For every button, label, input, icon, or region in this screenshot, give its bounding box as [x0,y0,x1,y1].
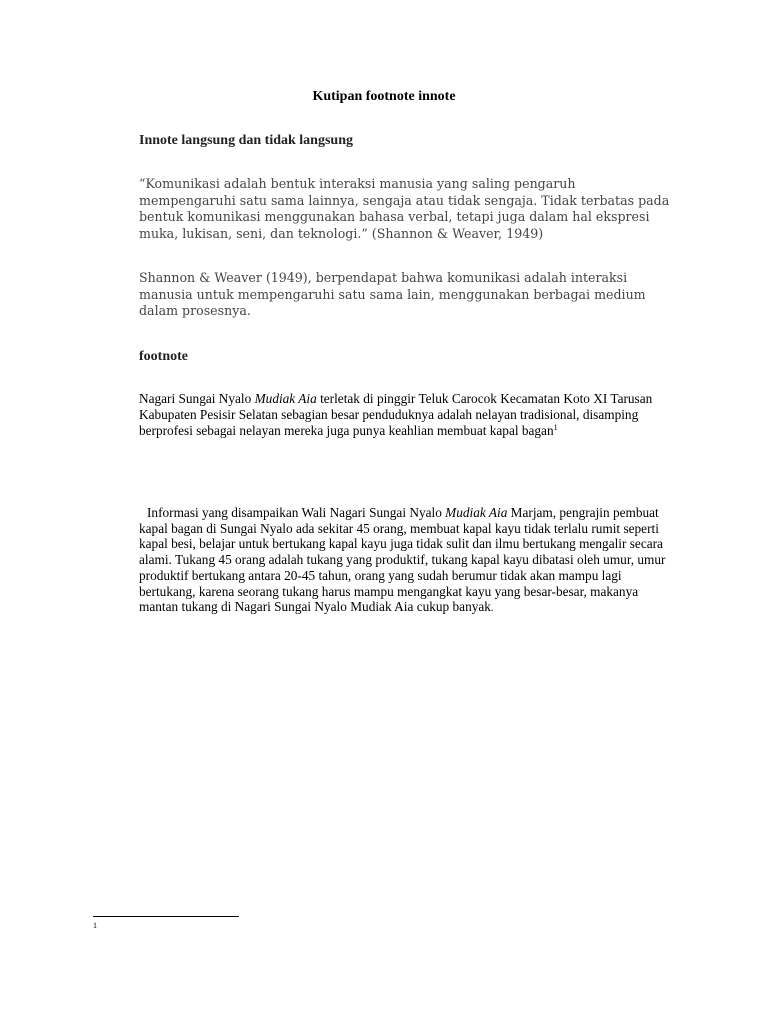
para4-text-end: Marjam, pengrajin pembuat kapal bagan di Sungai Nyalo ada sekitar 45 orang, membuat kapal kayu tidak terlalu rumit seperti kapal besi, belajar untuk bertukang kapal kayu juga tidak sulit dan ilmu bertukang mengalir secara alami. Tukang 45 orang adalah tukang yang produktif, tukang kapal kayu dibatasi oleh umur, umur produktif bertukang antara 20-45 tahun, orang yang sudah berumur tidak akan mampu lagi bertukang, karena seorang tukang harus mampu mengangkat kayu yang besar-besar, makanya mantan tukang di Nagari Sungai Nyalo Mudiak Aia cukup banyak [139,505,666,615]
footnote-number: 1 [93,921,97,930]
para3-text-start: Nagari Sungai Nyalo [139,391,255,406]
section-heading-footnote: footnote [139,349,188,364]
section-heading-innote: Innote langsung dan tidak langsung [139,133,353,148]
footnote-example-paragraph [139,391,674,439]
footnote-separator [93,916,239,917]
para4-period: . [490,603,494,615]
document-title: Kutipan footnote innote [312,89,456,104]
direct-quote-paragraph: “Komunikasi adalah bentuk interaksi manusia yang saling pengaruh mempengaruhi satu sama lainnya, sengaja atau tidak sengaja. Tidak terbatas pada bentuk komunikasi menggunakan bahasa verbal, tetapi juga dalam hal ekspresi muka, lukisan, seni, dan teknologi.” (Shannon & Weaver, 1949) [139,176,670,241]
para3-text-end: terletak di pinggir Teluk Carocok Kecamatan Koto XI Tarusan Kabupaten Pesisir Selatan sebagian besar penduduknya adalah nelayan tradisional, disamping berprofesi sebagai nelayan mereka juga punya keahlian membuat kapal bagan [139,391,653,438]
information-paragraph [139,505,674,617]
indirect-quote-paragraph: Shannon & Weaver (1949), berpendapat bahwa komunikasi adalah interaksi manusia untuk mempengaruhi satu sama lain, menggunakan berbagai medium dalam prosesnya. [139,270,646,319]
para4-text-start: Informasi yang disampaikan Wali Nagari Sungai Nyalo [147,505,446,520]
para4-italic-place: Mudiak Aia [445,505,508,520]
footnote-reference[interactable]: 1 [553,423,558,432]
para3-italic-place: Mudiak Aia [254,391,317,406]
